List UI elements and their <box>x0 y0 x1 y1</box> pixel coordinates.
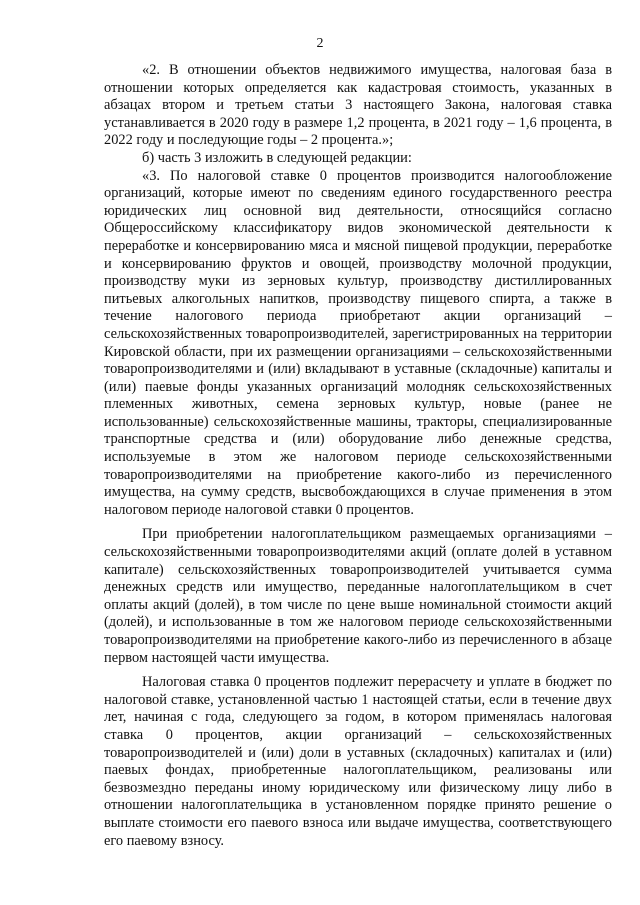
paragraph-share-acquisition: При приобретении налогоплательщиком размещаемых организациями – сельскохозяйственными товаропроизводителями акций (оплате долей в уставном капитале) сельскохозяйственных товаропроизводителей учитывается сумма денежных средств или имущество, переданные налогоплательщиком в счет оплаты акций (долей), в том числе по цене выше номинальной стоимости акций (долей), и использованные в том же налоговом периоде сельскохозяйственными товаропроизводителями на приобретение какого-либо из перечисленного в абзаце первом настоящей части имущества. <box>104 526 612 666</box>
paragraph-part-2-tax-rates: «2. В отношении объектов недвижимого имущества, налоговая база в отношении которых определяется как кадастровая стоимость, указанных в абзацах втором и третьем статьи 3 настоящего Закона, налоговая ставка устанавливается в 2020 году в размере 1,2 процента, в 2021 году – 1,6 процента, в 2022 году и последующие годы – 2 процента.»; <box>104 62 612 149</box>
page-number: 2 <box>316 36 324 51</box>
paragraph-recalculation: Налоговая ставка 0 процентов подлежит перерасчету и уплате в бюджет по налоговой ставке, установленной частью 1 настоящей статьи, если в течение двух лет, начиная с года, следующего за годом, в котором применялась налоговая ставка 0 процентов, акции организаций – сельскохозяйственных товаропроизводителей и (или) доли в уставных (складочных) капиталах и (или) паевых фондах, приобретенные налогоплательщиком, реализованы или безвозмездно переданы иному юридическому или физическому лицу либо в отношении налогоплательщика в установленном порядке принято решение о выплате стоимости его паевого взноса или выдаче имущества, соответствующего его паевому взносу. <box>104 674 612 849</box>
paragraph-part-3-zero-rate: «3. По налоговой ставке 0 процентов производится налогообложение организаций, которые имеют по сведениям единого государственного реестра юридических лиц основной вид деятельности, относящийся согласно Общероссийскому классификатору видов экономической деятельности к переработке и консервированию мяса и мясной пищевой продукции, переработке и консервированию фруктов и овощей, производству молочной продукции, производству муки из зерновых культур, производству дистиллированных питьевых алкогольных напитков, производству пищевого спирта, а также в течение налогового периода приобретают акции организаций – сельскохозяйственных товаропроизводителей, зарегистрированных на территории Кировской области, при их размещении организациями – сельскохозяйственными товаропроизводителями и (или) вкладывают в уставные (складочные) капиталы и (или) паевые фонды указанных организаций молодняк сельскохозяйственных племенных животных, семена зерновых культур, новые (ранее не использованные) сельскохозяйственные машины, тракторы, специализированные транспортные средства и (или) оборудование либо денежные средства, используемые в этом же налоговом периоде сельскохозяйственными товаропроизводителями на приобретение какого-либо из перечисленного имущества, на сумму средств, высвобождающихся в случае применения в этом налоговом периоде налоговой ставки 0 процентов. <box>104 167 612 518</box>
document-body <box>104 62 612 850</box>
paragraph-amendment-intro: б) часть 3 изложить в следующей редакции: <box>142 149 412 166</box>
